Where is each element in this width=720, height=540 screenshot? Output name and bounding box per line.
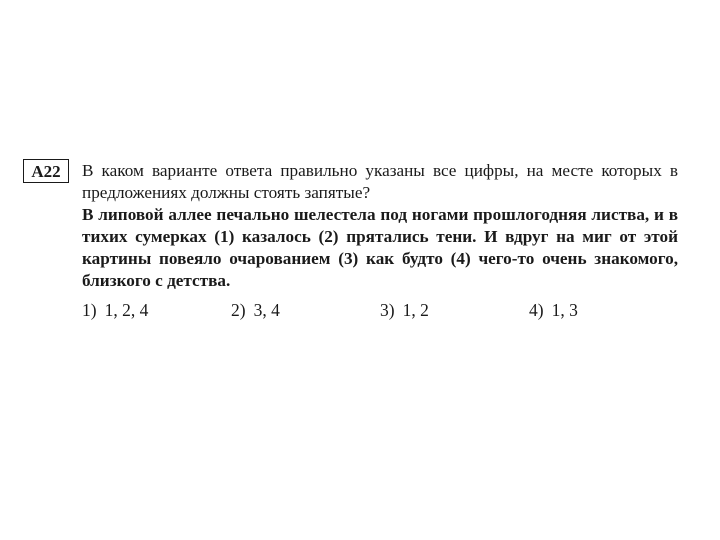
question-block [82, 160, 678, 292]
task-number: А22 [31, 161, 61, 181]
answer-value: 1, 2 [402, 300, 429, 320]
answer-value: 3, 4 [253, 300, 280, 320]
answer-option-2[interactable] [231, 298, 280, 322]
answer-number: 1) [82, 300, 97, 320]
question-prompt: В каком варианте ответа правильно указаны все цифры, на месте которых в предложениях должны стоять запятые? [82, 161, 678, 202]
answer-option-3[interactable] [380, 298, 429, 322]
answer-option-4[interactable] [529, 298, 578, 322]
task-number-box [23, 159, 69, 183]
answer-number: 3) [380, 300, 395, 320]
answer-value: 1, 3 [551, 300, 578, 320]
answer-number: 2) [231, 300, 246, 320]
answer-options [82, 298, 682, 322]
answer-number: 4) [529, 300, 544, 320]
question-text: В липовой аллее печально шелестела под ногами прошлогодняя листва, и в тихих сумерках (1) казалось (2) прятались тени. И вдруг на миг от этой картины повеяло очарованием (3) как будто (4) чего-то очень знакомого, близкого с детства. [82, 205, 678, 290]
answer-option-1[interactable] [82, 298, 148, 322]
answer-value: 1, 2, 4 [104, 300, 149, 320]
